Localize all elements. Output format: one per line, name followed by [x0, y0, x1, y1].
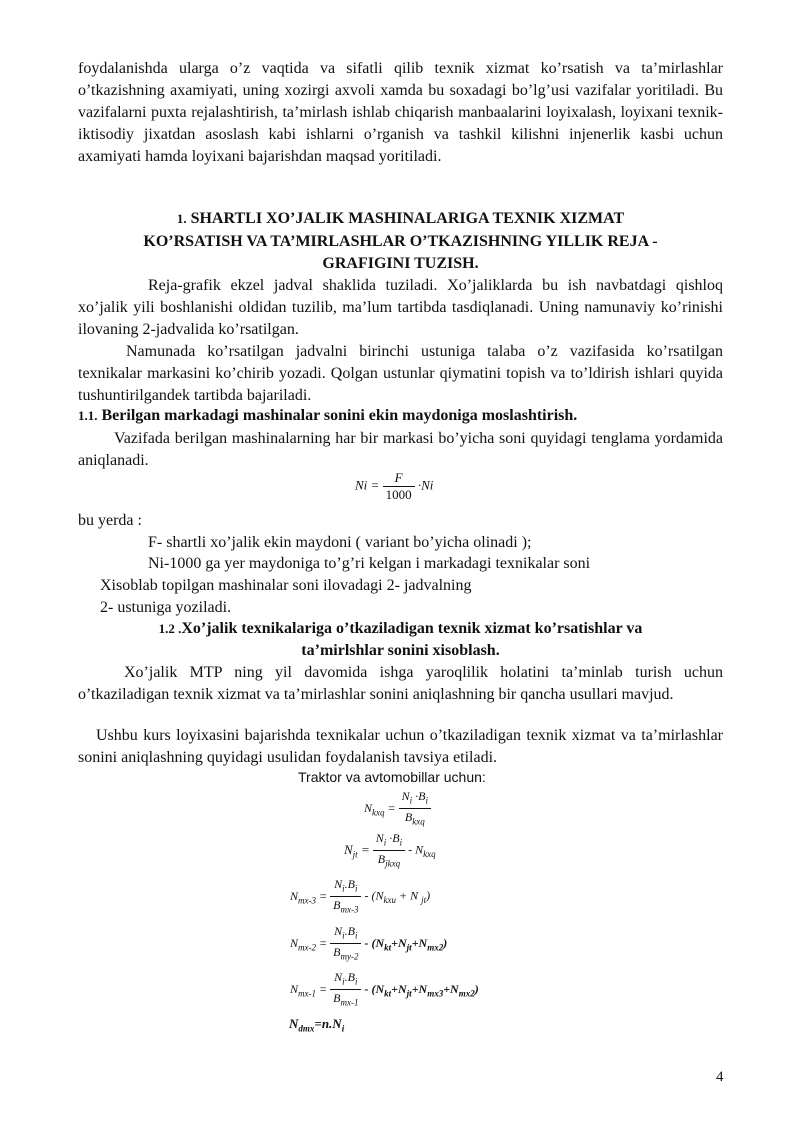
formula-n-mx2: $N_{mx-2}$ = $\frac{N_i.B_i}{B_{my-2}}$ - $(N_{kt}+N_{jt}+N_{mx2})$ [290, 924, 448, 962]
section-1-title-line-3: GRAFIGINI TUZISH. [322, 255, 479, 272]
section-1-paragraph-1: Reja-grafik ekzel jadval shaklida tuziladi. Xo’jaliklarda bu ish navbatdagi qishloq xo’jalik yili boshlanishi oldidan tuzilib, ma’lum tartibda tasdiqlanadi. Uning namunaviy ko’rinishi ilovaning 2-jadvalida ko’rsatilgan. [78, 277, 723, 338]
subsection-1-1-paragraph: Vazifada berilgan mashinalarning har bir markasi bo’yicha soni quyidagi tenglama yordamida aniqlanadi. [78, 430, 723, 469]
definition-note-1: Xisoblab topilgan mashinalar soni ilovadagi 2- jadvalning [100, 577, 472, 594]
subsection-1-1-title: 1.1. Berilgan markadagi mashinalar sonini ekin maydoniga moslashtirish. [78, 407, 578, 424]
subsection-1-2-title-line-1 [78, 618, 723, 640]
intro-paragraph: foydalanishda ularga o’z vaqtida va sifatli qilib texnik xizmat ko’rsatish va ta’mirlashlar o’tkazishning axamiyati, uning xozirgi axvoli xamda bu soxadagi bo’lg’usi vazifalar yoritiladi. Bu vazifalarni puxta rejalashtirish, ta’mirlash ishlab chiqarish manbaalarini loyixalash, loyixani texnik- iktisodiy jixatdan asoslash kabi ishlarni o’rganish va tashkil kilishni injenerlik kasbi uchun axamiyati hamda loyixani bajarishdan maqsad yoritiladi. [78, 60, 723, 165]
formula-n-mx3-tail: - (N [364, 888, 384, 903]
formula-n-dmx: $N_{dmx}=n.N_i$ [289, 1016, 345, 1034]
subsection-1-2-number: 1.2 . [158, 621, 182, 636]
where-label: bu yerda : [78, 512, 142, 529]
formulas-caption: Traktor va avtomobillar uchun: [298, 769, 486, 785]
formula-n-dmx-n: N [289, 1016, 299, 1031]
definition-note-2: 2- ustuniga yoziladi. [100, 599, 232, 616]
subsection-1-2-paragraph-1: Xo’jalik MTP ning yil davomida ishga yaroqlilik holatini ta’minlab turish uchun o’tkaziladigan texnik xizmat va ta’mirlashlar sonini aniqlashning bir qancha usullari mavjud. [78, 664, 723, 703]
formula-ni [355, 470, 433, 503]
section-1-paragraph-2: Namunada ko’rsatilgan jadvalni birinchi ustuniga talaba o’z vazifasida ko’rsatilgan texnikalar markasini ko’chirib yozadi. Qolgan ustunlar qiymatini topish va to’ldirish ishlari quyida tushuntirilgandek tartibda bajariladi. [78, 343, 723, 404]
formula-n-dmx-sub: dmx [298, 1023, 315, 1034]
formula-n-mx1-tail: - (N [364, 981, 385, 996]
formula-ni-lhs: Ni = [355, 477, 380, 493]
section-1-title-line-2: KO’RSATISH VA TA’MIRLASHLAR O’TKAZISHNING YILLIK REJA - [143, 233, 658, 250]
formula-n-mx2-tail: - (N [364, 935, 385, 950]
formula-n-mx3: $N_{mx-3}$ = $\frac{N_i.B_i}{B_{mx-3}}$ - ($N_{kxu} + N$ $_{jt}$) [290, 877, 431, 915]
definition-f: F- shartli xo’jalik ekin maydoni ( variant bo’yicha olinadi ); [148, 534, 532, 551]
formula-n-dmx-rhs: =n.N [314, 1016, 342, 1031]
formula-n-kxq: $N_{kxq}$ = $\frac{N_i \cdot B_i}{B_{kxq}}$ [364, 788, 431, 830]
formula-ni-rhs: ·Ni [417, 477, 434, 493]
section-1-title-line-1 [78, 208, 723, 230]
formula-ni-numerator: F [383, 470, 415, 487]
formula-ni-denominator: 1000 [385, 487, 412, 502]
subsection-1-2-title-text: Xo’jalik texnikalariga o’tkaziladigan texnik xizmat ko’rsatishlar va [181, 620, 643, 637]
formula-n-mx1: $N_{mx-1}$ = $\frac{N_i.B_i}{B_{mx-1}}$ - $(N_{kt}+N_{jt}+N_{mx3}+N_{mx2})$ [290, 970, 479, 1008]
subsection-1-1-number: 1.1. [78, 408, 98, 423]
section-1-number: 1. [176, 211, 187, 226]
page-number: 4 [716, 1069, 724, 1085]
section-1-title-text-1: SHARTLI XO’JALIK MASHINALARIGA TEXNIK XIZMAT [190, 210, 625, 227]
subsection-1-2-title-line-2: ta’mirlshlar sonini xisoblash. [301, 642, 500, 659]
formula-n-jt: $N_{jt}$ = $\frac{N_i \cdot B_i}{B_{jkxq}}$ - $N_{kxq}$ [344, 831, 436, 869]
formula-ni-fraction [383, 470, 415, 503]
subsection-1-1-title-text: Berilgan markadagi mashinalar sonini ekin maydoniga moslashtirish [101, 407, 574, 424]
definition-ni: Ni-1000 ga yer maydoniga to’g’ri kelgan i markadagi texnikalar soni [148, 555, 591, 572]
subsection-1-2-paragraph-2: Ushbu kurs loyixasini bajarishda texnikalar uchun o’tkaziladigan texnik xizmat va ta’mirlashlar sonini aniqlashning quyidagi usulidan foydalanish tavsiya etiladi. [78, 727, 723, 766]
